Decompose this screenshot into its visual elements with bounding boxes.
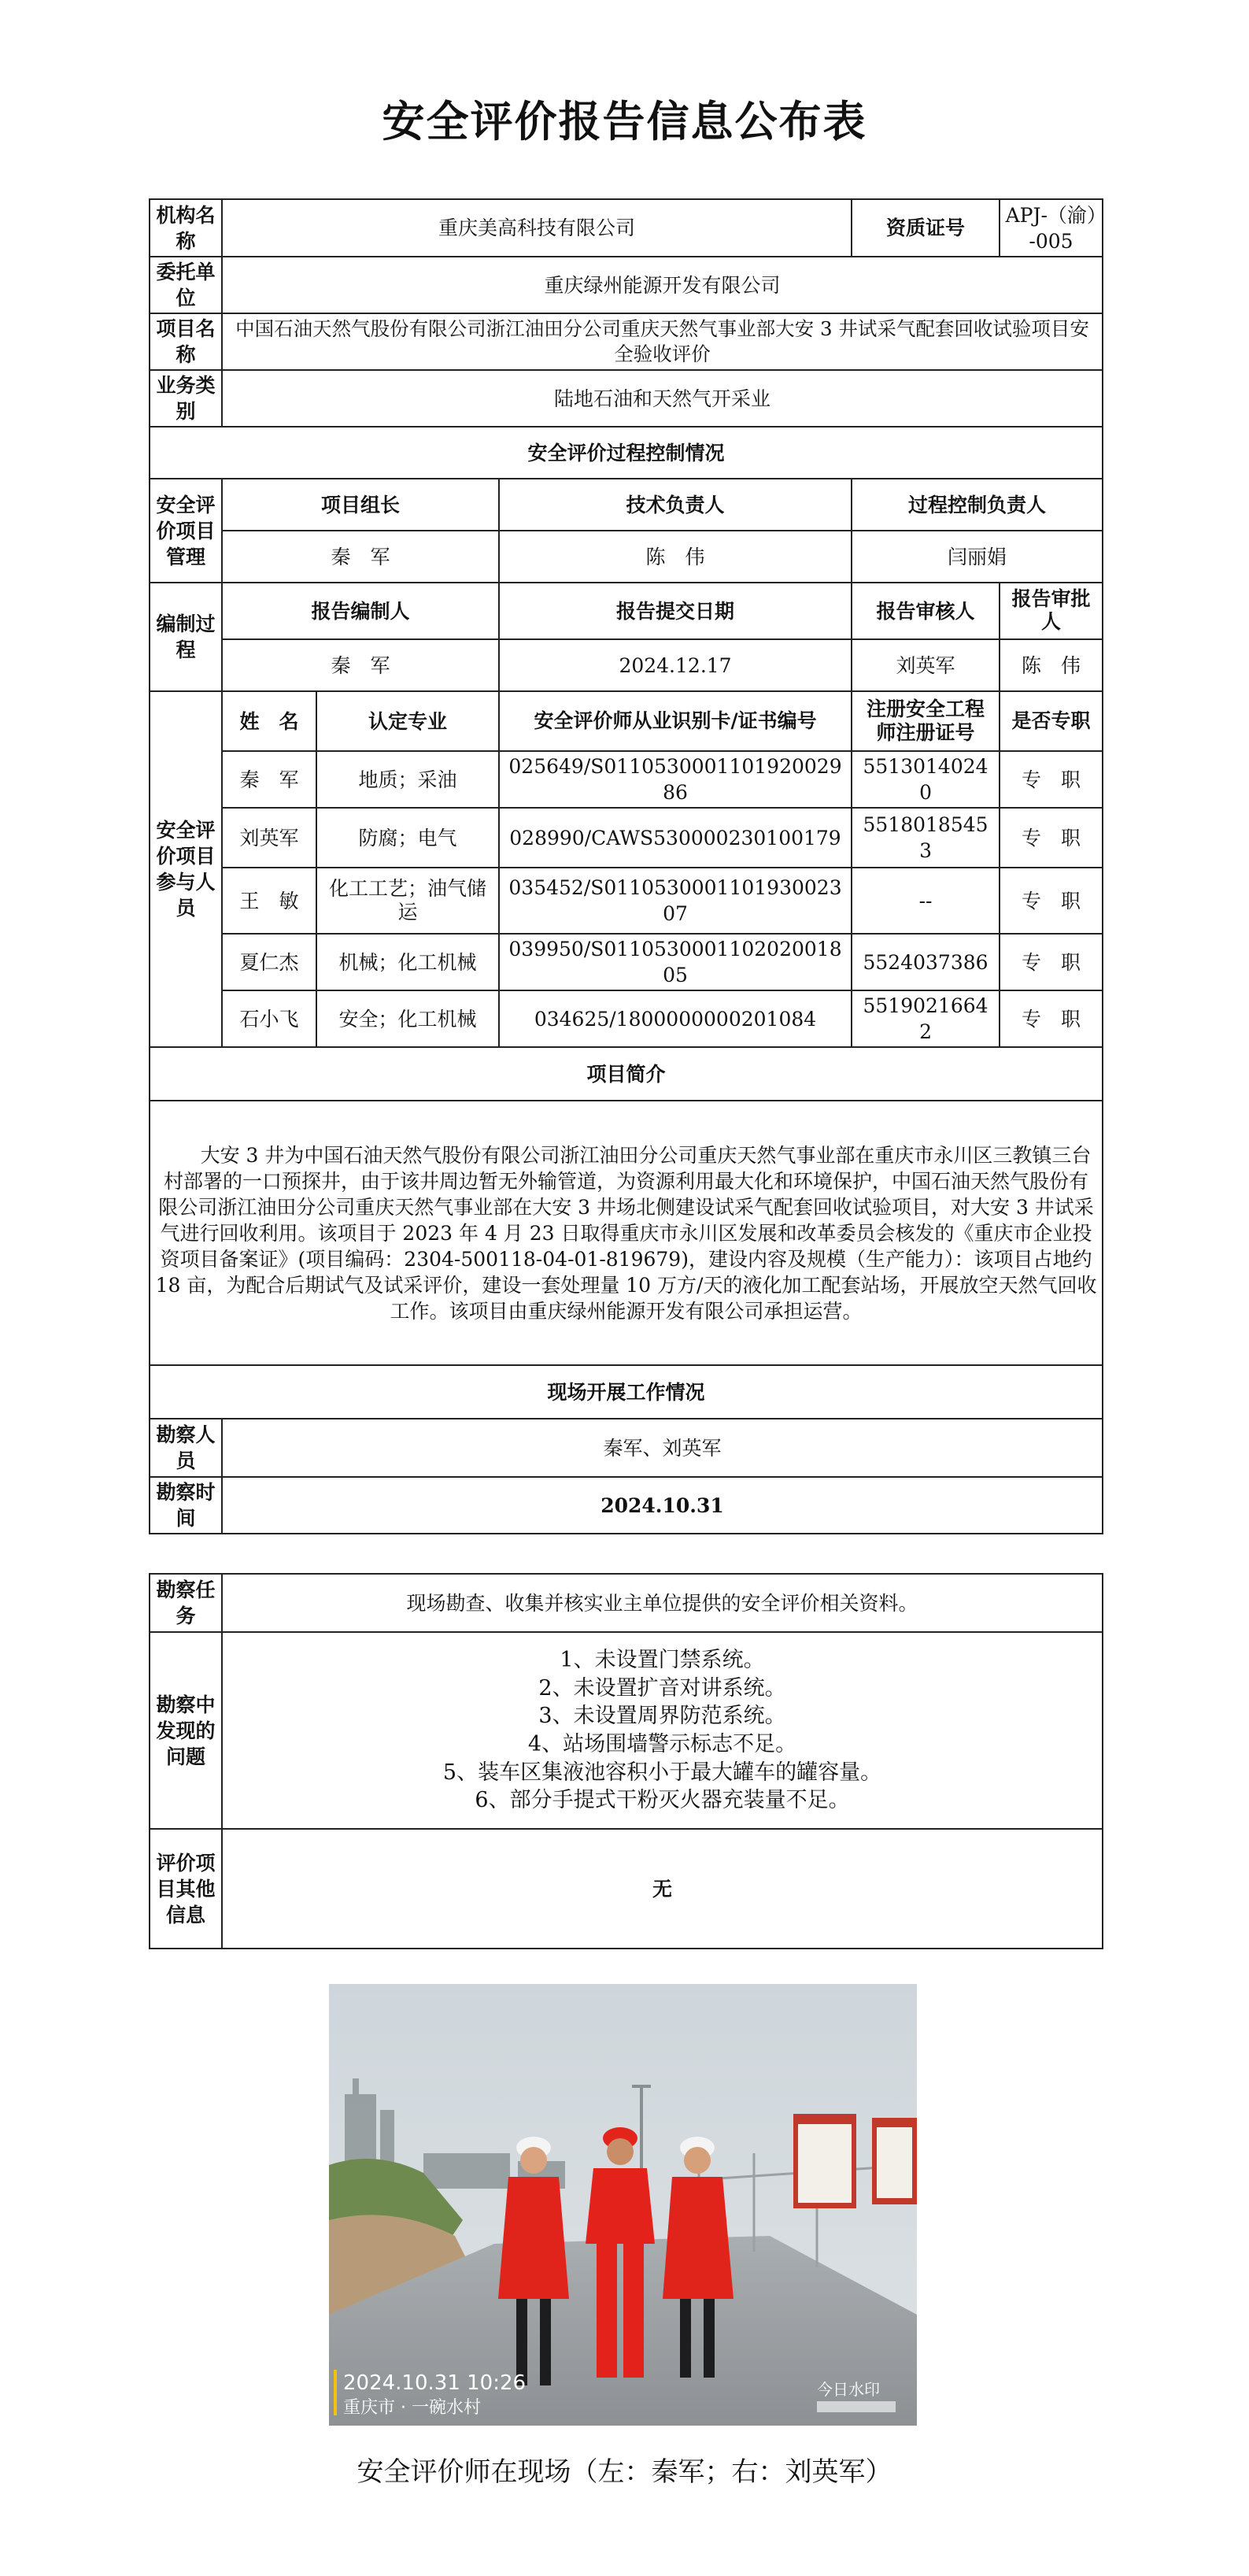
survey-staff-label: 勘察人员 xyxy=(150,1419,222,1477)
participant-cert: 034625/1800000000201084 xyxy=(499,990,852,1047)
list-item: 2、未设置扩音对讲系统。 xyxy=(538,1675,786,1701)
site-section-title: 现场开展工作情况 xyxy=(150,1365,1103,1419)
process-lead-value: 闫丽娟 xyxy=(852,531,1103,583)
participant-reg: 55130140240 xyxy=(852,751,1000,808)
cert-no: APJ-（渝）-005 xyxy=(1000,199,1103,257)
reviewer-header: 报告审核人 xyxy=(852,583,1000,639)
participants-label: 安全评价项目参与人员 xyxy=(150,691,222,1047)
participant-cert: 035452/S011053000110193002307 xyxy=(499,868,852,934)
list-item: 5、装车区集液池容积小于最大罐车的罐容量。 xyxy=(442,1760,882,1785)
participant-fulltime: 专 职 xyxy=(1000,934,1103,990)
participant-major: 化工工艺；油气储运 xyxy=(316,868,499,934)
survey-task-value: 现场勘查、收集并核实业主单位提供的安全评价相关资料。 xyxy=(222,1574,1103,1632)
participant-cert: 039950/S011053000110202001805 xyxy=(499,934,852,990)
compile-label: 编制过程 xyxy=(150,583,222,691)
project-label: 项目名称 xyxy=(150,313,222,370)
participant-name: 王 敏 xyxy=(222,868,316,934)
project-value: 中国石油天然气股份有限公司浙江油田分公司重庆天然气事业部大安 3 井试采气配套回收试验项目安全验收评价 xyxy=(222,313,1103,370)
list-item: 1、未设置门禁系统。 xyxy=(560,1648,765,1673)
participant-reg: 55190216642 xyxy=(852,990,1000,1047)
participant-major: 安全；化工机械 xyxy=(316,990,499,1047)
table-row xyxy=(150,751,1103,808)
leader-header: 项目组长 xyxy=(222,479,499,531)
participant-reg: 55180185453 xyxy=(852,808,1000,868)
participant-fulltime: 专 职 xyxy=(1000,990,1103,1047)
list-item: 6、部分手提式干粉灭火器充装量不足。 xyxy=(475,1788,850,1813)
submit-date-value: 2024.12.17 xyxy=(499,639,852,691)
tech-lead-header: 技术负责人 xyxy=(499,479,852,531)
org-name: 重庆美高科技有限公司 xyxy=(222,199,852,257)
submit-date-header: 报告提交日期 xyxy=(499,583,852,639)
participant-fulltime: 专 职 xyxy=(1000,751,1103,808)
survey-task-label: 勘察任务 xyxy=(150,1574,222,1632)
process-lead-header: 过程控制负责人 xyxy=(852,479,1103,531)
participant-name-header: 姓 名 xyxy=(222,691,316,751)
participant-fulltime: 专 职 xyxy=(1000,808,1103,868)
survey-issues-list xyxy=(222,1632,1103,1829)
participant-cert: 025649/S011053000110192002986 xyxy=(499,751,852,808)
participant-name: 石小飞 xyxy=(222,990,316,1047)
site-photo xyxy=(329,1984,917,2426)
client-value: 重庆绿州能源开发有限公司 xyxy=(222,257,1103,313)
participant-major-header: 认定专业 xyxy=(316,691,499,751)
page-title: 安全评价报告信息公布表 xyxy=(382,97,867,146)
other-info-label: 评价项目其他信息 xyxy=(150,1829,222,1949)
compiler-header: 报告编制人 xyxy=(222,583,499,639)
participant-major: 机械；化工机械 xyxy=(316,934,499,990)
table-row xyxy=(150,808,1103,868)
survey-table xyxy=(149,1573,1103,1949)
cert-label: 资质证号 xyxy=(852,199,1000,257)
participant-cert: 028990/CAWS530000230100179 xyxy=(499,808,852,868)
table-row xyxy=(150,990,1103,1047)
watermark-logo-icon xyxy=(817,2401,896,2412)
photo-watermark: 今日水印 xyxy=(817,2380,880,2399)
survey-issues-label: 勘察中发现的问题 xyxy=(150,1632,222,1829)
participant-name: 夏仁杰 xyxy=(222,934,316,990)
process-section-title: 安全评价过程控制情况 xyxy=(150,427,1103,479)
business-value: 陆地石油和天然气开采业 xyxy=(222,370,1103,427)
tech-lead-value: 陈 伟 xyxy=(499,531,852,583)
table-row xyxy=(150,934,1103,990)
participant-fulltime-header: 是否专职 xyxy=(1000,691,1103,751)
participant-reg: 5524037386 xyxy=(852,934,1000,990)
intro-section-title: 项目简介 xyxy=(150,1047,1103,1101)
intro-text xyxy=(150,1101,1103,1365)
table-row xyxy=(150,868,1103,934)
leader-value: 秦 军 xyxy=(222,531,499,583)
photo-timestamp: 2024.10.31 10:26 xyxy=(343,2371,527,2395)
org-label: 机构名称 xyxy=(150,199,222,257)
participant-reg: -- xyxy=(852,868,1000,934)
photo-location: 重庆市 · 一碗水村 xyxy=(343,2398,481,2418)
business-label: 业务类别 xyxy=(150,370,222,427)
participant-name: 秦 军 xyxy=(222,751,316,808)
list-item: 3、未设置周界防范系统。 xyxy=(538,1704,786,1729)
intro-paragraph: 大安 3 井为中国石油天然气股份有限公司浙江油田分公司重庆天然气事业部在重庆市永川区三教镇三台村部署的一口预探井，由于该井周边暂无外输管道，为资源利用最大化和环境保护，中国石油天然气股份有限公司浙江油田分公司重庆天然气事业部在大安 3 井场北侧建设试采气配套回收试验项目，对大安 3 井试采气进行回收利用。该项目于 2023 年 4 月 23 日取得重庆市永川区发展和改革委员会核发的《重庆市企业投资项目备案证》(项目编码：2304-500118-04-01-819679)，建设内容及规模（生产能力）：该项目占地约 18 亩，为配合后期试气及试采评价，建设一套处理量 10 万方/天的液化加工配套站场，开展放空天然气回收工作。该项目由重庆绿州能源开发有限公司承担运营。 xyxy=(155,1143,1097,1323)
list-item: 4、站场围墙警示标志不足。 xyxy=(527,1732,797,1756)
photo-caption: 安全评价师在现场（左：秦军；右：刘英军） xyxy=(357,2456,892,2488)
participant-reg-header: 注册安全工程师注册证号 xyxy=(852,691,1000,751)
survey-time-label: 勘察时间 xyxy=(150,1477,222,1534)
compiler-value: 秦 军 xyxy=(222,639,499,691)
participant-fulltime: 专 职 xyxy=(1000,868,1103,934)
participant-major: 防腐；电气 xyxy=(316,808,499,868)
reviewer-value: 刘英军 xyxy=(852,639,1000,691)
participant-cert-header: 安全评价师从业识别卡/证书编号 xyxy=(499,691,852,751)
survey-time-value: 2024.10.31 xyxy=(222,1477,1103,1534)
participant-major: 地质；采油 xyxy=(316,751,499,808)
other-info-value: 无 xyxy=(222,1829,1103,1949)
approver-header: 报告审批人 xyxy=(1000,583,1103,639)
info-table xyxy=(149,198,1103,1534)
client-label: 委托单位 xyxy=(150,257,222,313)
management-label: 安全评价项目管理 xyxy=(150,479,222,583)
survey-staff-value: 秦军、刘英军 xyxy=(222,1419,1103,1477)
approver-value: 陈 伟 xyxy=(1000,639,1103,691)
participant-name: 刘英军 xyxy=(222,808,316,868)
